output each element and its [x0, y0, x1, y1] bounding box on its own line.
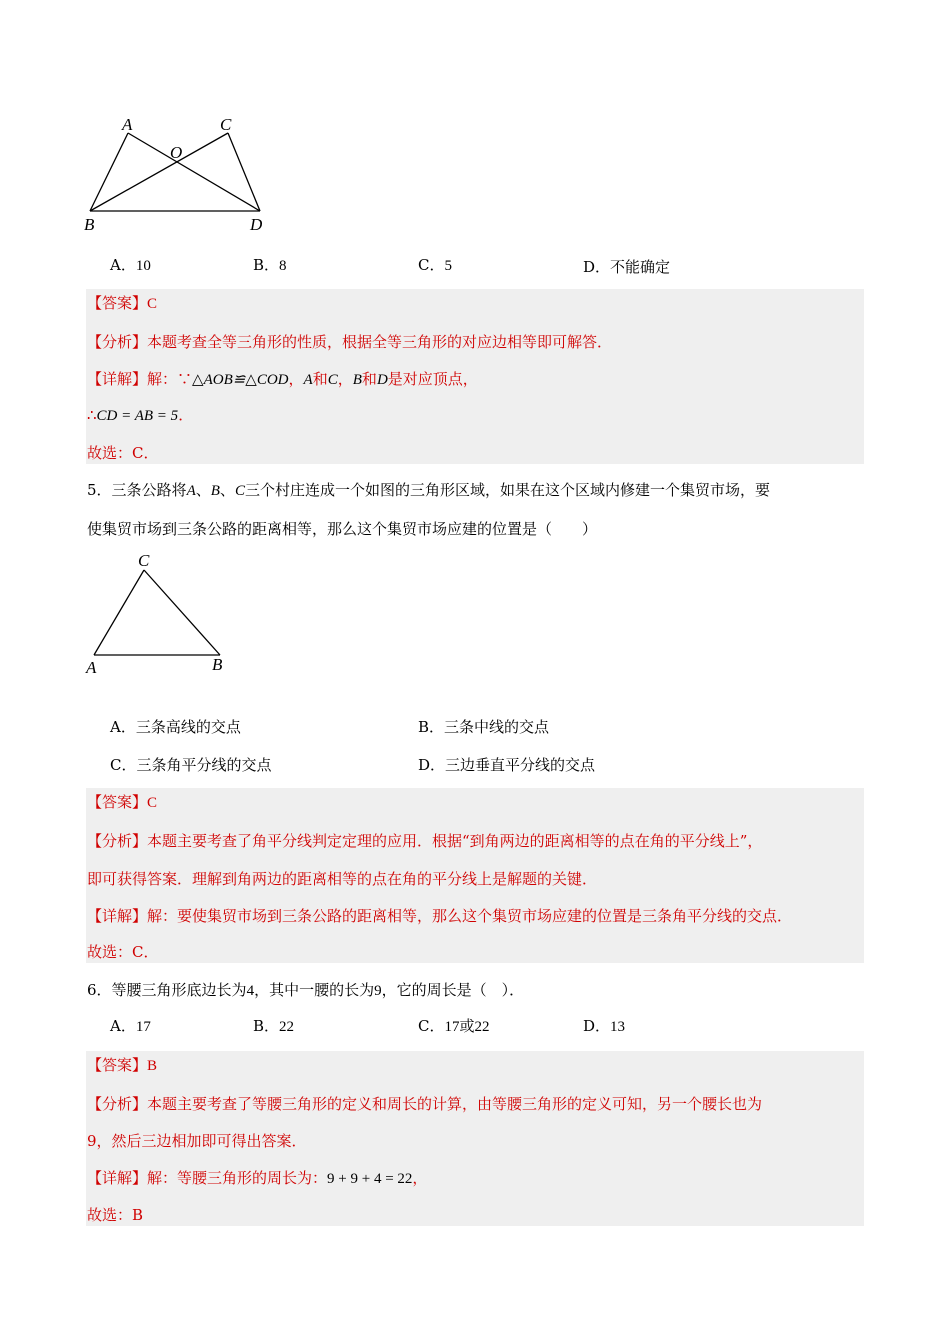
q4-figure: [80, 110, 280, 235]
q4-option-d: D．不能确定: [583, 258, 671, 276]
segment-ac: [94, 570, 144, 655]
label-c: C: [220, 115, 232, 134]
q6-answer: 【答案】B: [87, 1056, 158, 1074]
q4-analysis: 【分析】本题考查全等三角形的性质，根据全等三角形的对应边相等即可解答．: [87, 333, 613, 351]
q5-option-b: B．三条中线的交点: [418, 718, 550, 736]
q5-stem-line1: 5．三条公路将A、B、C三个村庄连成一个如图的三角形区域，如果在这个区域内修建一个集贸市场，要: [87, 481, 770, 499]
q4-detail: 【详解】解：∵△AOB≌△COD，A和C，B和D是对应顶点，: [87, 370, 478, 388]
q5-stem-line2: 使集贸市场到三条公路的距离相等，那么这个集贸市场应建的位置是（ ）: [87, 520, 598, 538]
q4-therefore: ∴CD = AB = 5．: [87, 406, 194, 424]
label-a: A: [86, 658, 97, 677]
label-o: O: [170, 143, 183, 162]
q4-option-b: B．8: [253, 256, 287, 274]
q4-option-c: C．5: [418, 256, 452, 274]
q5-analysis-line1: 【分析】本题主要考查了角平分线判定定理的应用．根据“到角两边的距离相等的点在角的平分线上”，: [87, 832, 763, 850]
segment-cb: [144, 570, 220, 655]
label-a: A: [122, 115, 133, 134]
q6-option-d: D．13: [583, 1017, 626, 1035]
q5-analysis-line2: 即可获得答案．理解到角两边的距离相等的点在角的平分线上是解题的关键．: [87, 870, 598, 888]
q5-option-d: D．三边垂直平分线的交点: [418, 756, 596, 774]
q6-detail: 【详解】解：等腰三角形的周长为：9 + 9 + 4 = 22，: [87, 1169, 428, 1187]
q4-choose: 故选：C．: [87, 444, 159, 462]
q4-option-a: A．10: [110, 256, 151, 274]
segment-cd: [228, 133, 260, 211]
q6-option-b: B．22: [253, 1017, 295, 1035]
q5-answer: 【答案】C: [87, 793, 158, 811]
q5-figure: [82, 548, 242, 678]
q6-option-a: A．17: [110, 1017, 151, 1035]
segment-cb: [90, 133, 228, 211]
segment-ad: [128, 133, 260, 211]
q6-analysis-line1: 【分析】本题主要考查了等腰三角形的定义和周长的计算，由等腰三角形的定义可知，另一个腰长也为: [87, 1095, 763, 1113]
q4-answer: 【答案】C: [87, 294, 158, 312]
label-d: D: [250, 215, 263, 234]
q5-option-a: A．三条高线的交点: [110, 718, 241, 736]
q5-choose: 故选：C．: [87, 943, 159, 961]
q6-choose: 故选：B: [87, 1206, 144, 1224]
q5-option-c: C．三条角平分线的交点: [110, 756, 272, 774]
segment-ab: [90, 133, 128, 211]
q6-analysis-line2: 9，然后三边相加即可得出答案．: [87, 1132, 307, 1150]
label-c: C: [138, 551, 150, 570]
label-b: B: [212, 655, 223, 674]
q6-stem: 6．等腰三角形底边长为4，其中一腰的长为9，它的周长是（ ）．: [87, 981, 525, 999]
q6-option-c: C．17或22: [418, 1017, 490, 1035]
q5-detail: 【详解】解：要使集贸市场到三条公路的距离相等，那么这个集贸市场应建的位置是三条角平分线的交点．: [87, 907, 793, 925]
label-b: B: [84, 215, 95, 234]
